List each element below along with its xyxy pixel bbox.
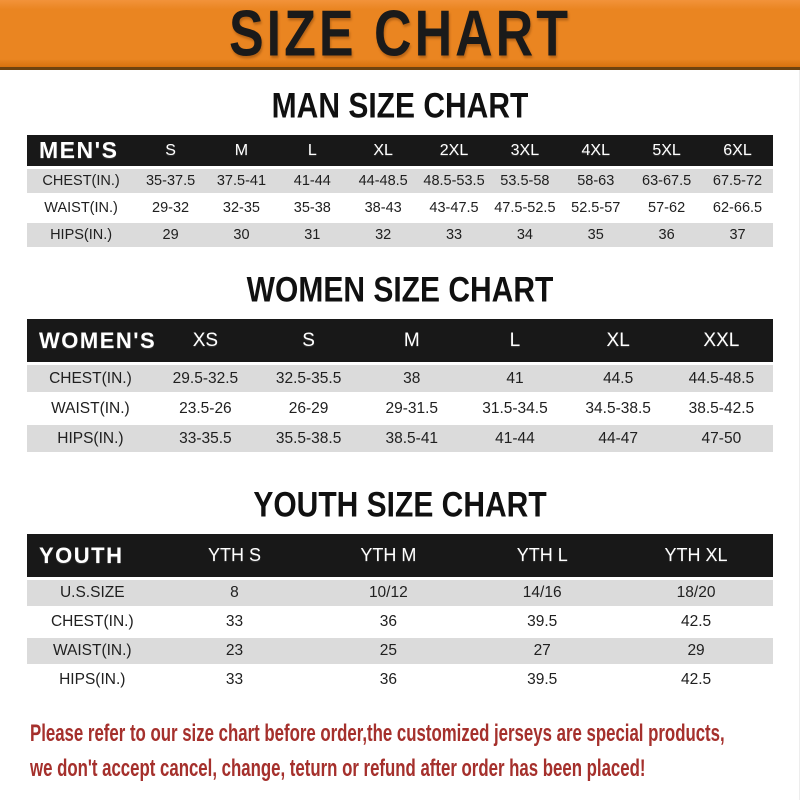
youth-value-cell: 18/20 (619, 580, 773, 606)
women-value-cell: 41 (463, 365, 566, 392)
youth-value-cell: 8 (158, 580, 312, 606)
women-size-table (0, 302, 800, 455)
youth-row-label-cell: WAIST(IN.) (27, 638, 158, 664)
men-size-header-cell: 4XL (560, 135, 631, 166)
men-value-cell: 33 (419, 223, 490, 247)
women-value-cell: 29-31.5 (360, 395, 463, 422)
banner (0, 0, 800, 70)
women-value-cell: 47-50 (670, 425, 773, 452)
youth-size-table (0, 517, 800, 696)
youth-value-cell: 39.5 (465, 609, 619, 635)
men-size-table (0, 118, 800, 250)
youth-header-row (27, 534, 773, 577)
men-section (0, 70, 800, 250)
men-value-cell: 52.5-57 (560, 196, 631, 220)
men-row-label-cell: HIPS(IN.) (27, 223, 135, 247)
men-size-header-cell: 6XL (702, 135, 773, 166)
men-value-cell: 29 (135, 223, 206, 247)
women-table-row (27, 395, 773, 422)
youth-section (0, 455, 800, 696)
youth-row-label-cell: HIPS(IN.) (27, 667, 158, 693)
youth-size-header-cell: YTH L (465, 534, 619, 577)
men-size-header-cell: 5XL (631, 135, 702, 166)
women-row-label-cell: HIPS(IN.) (27, 425, 154, 452)
men-value-cell: 57-62 (631, 196, 702, 220)
youth-table-row (27, 638, 773, 664)
men-value-cell: 34 (489, 223, 560, 247)
men-row-label-cell: CHEST(IN.) (27, 169, 135, 193)
women-header-row (27, 319, 773, 362)
youth-value-cell: 33 (158, 667, 312, 693)
men-value-cell: 31 (277, 223, 348, 247)
men-value-cell: 58-63 (560, 169, 631, 193)
youth-table-row (27, 609, 773, 635)
youth-table-row (27, 580, 773, 606)
youth-size-header-cell: YTH S (158, 534, 312, 577)
men-table-row (27, 223, 773, 247)
youth-table-row (27, 667, 773, 693)
men-size-header-cell: 2XL (419, 135, 490, 166)
women-value-cell: 44.5 (567, 365, 670, 392)
youth-row-label-cell: CHEST(IN.) (27, 609, 158, 635)
men-size-header-cell: S (135, 135, 206, 166)
youth-section-heading: YOUTH SIZE CHART (253, 485, 547, 525)
women-size-header-cell: S (257, 319, 360, 362)
men-header-row (27, 135, 773, 166)
women-size-header-cell: M (360, 319, 463, 362)
women-row-label-cell: WAIST(IN.) (27, 395, 154, 422)
page-title: SIZE CHART (229, 0, 571, 70)
men-value-cell: 35-37.5 (135, 169, 206, 193)
men-size-header-cell: 3XL (489, 135, 560, 166)
women-section-heading: WOMEN SIZE CHART (246, 270, 554, 310)
men-section-heading: MAN SIZE CHART (271, 86, 529, 126)
notice-line-1: Please refer to our size chart before order,the customized jerseys are special products, (30, 720, 725, 747)
youth-value-cell: 39.5 (465, 667, 619, 693)
women-value-cell: 23.5-26 (154, 395, 257, 422)
youth-value-cell: 27 (465, 638, 619, 664)
youth-value-cell: 23 (158, 638, 312, 664)
men-value-cell: 35 (560, 223, 631, 247)
men-value-cell: 67.5-72 (702, 169, 773, 193)
men-value-cell: 35-38 (277, 196, 348, 220)
women-value-cell: 29.5-32.5 (154, 365, 257, 392)
women-size-header-cell: XXL (670, 319, 773, 362)
men-value-cell: 32-35 (206, 196, 277, 220)
footer-notice (30, 718, 800, 788)
women-value-cell: 41-44 (463, 425, 566, 452)
youth-table-title-cell: YOUTH (27, 534, 158, 577)
men-value-cell: 29-32 (135, 196, 206, 220)
youth-value-cell: 14/16 (465, 580, 619, 606)
men-size-header-cell: M (206, 135, 277, 166)
men-table-row (27, 169, 773, 193)
men-value-cell: 43-47.5 (419, 196, 490, 220)
youth-size-header-cell: YTH M (311, 534, 465, 577)
women-table-grid (27, 316, 773, 455)
men-value-cell: 30 (206, 223, 277, 247)
women-table-row (27, 365, 773, 392)
women-value-cell: 44-47 (567, 425, 670, 452)
youth-value-cell: 42.5 (619, 667, 773, 693)
men-value-cell: 36 (631, 223, 702, 247)
women-value-cell: 34.5-38.5 (567, 395, 670, 422)
women-table-title-cell: WOMEN'S (27, 319, 154, 362)
youth-row-label-cell: U.S.SIZE (27, 580, 158, 606)
women-value-cell: 33-35.5 (154, 425, 257, 452)
men-value-cell: 53.5-58 (489, 169, 560, 193)
men-value-cell: 38-43 (348, 196, 419, 220)
women-value-cell: 38.5-41 (360, 425, 463, 452)
women-row-label-cell: CHEST(IN.) (27, 365, 154, 392)
women-size-header-cell: XS (154, 319, 257, 362)
men-value-cell: 62-66.5 (702, 196, 773, 220)
women-value-cell: 38.5-42.5 (670, 395, 773, 422)
men-value-cell: 32 (348, 223, 419, 247)
women-table-row (27, 425, 773, 452)
women-section (0, 250, 800, 455)
youth-value-cell: 36 (311, 667, 465, 693)
youth-value-cell: 29 (619, 638, 773, 664)
men-value-cell: 48.5-53.5 (419, 169, 490, 193)
notice-line-2: we don't accept cancel, change, teturn or refund after order has been placed! (30, 755, 646, 782)
men-table-grid (27, 132, 773, 250)
youth-value-cell: 42.5 (619, 609, 773, 635)
men-size-header-cell: XL (348, 135, 419, 166)
youth-size-header-cell: YTH XL (619, 534, 773, 577)
men-value-cell: 63-67.5 (631, 169, 702, 193)
women-value-cell: 44.5-48.5 (670, 365, 773, 392)
men-value-cell: 37 (702, 223, 773, 247)
men-value-cell: 47.5-52.5 (489, 196, 560, 220)
women-size-header-cell: XL (567, 319, 670, 362)
youth-value-cell: 33 (158, 609, 312, 635)
youth-table-grid (27, 531, 773, 696)
youth-value-cell: 36 (311, 609, 465, 635)
women-size-header-cell: L (463, 319, 566, 362)
men-row-label-cell: WAIST(IN.) (27, 196, 135, 220)
women-value-cell: 35.5-38.5 (257, 425, 360, 452)
women-value-cell: 38 (360, 365, 463, 392)
men-table-title-cell: MEN'S (27, 135, 135, 166)
men-value-cell: 37.5-41 (206, 169, 277, 193)
men-value-cell: 44-48.5 (348, 169, 419, 193)
youth-value-cell: 25 (311, 638, 465, 664)
women-value-cell: 32.5-35.5 (257, 365, 360, 392)
youth-value-cell: 10/12 (311, 580, 465, 606)
men-value-cell: 41-44 (277, 169, 348, 193)
women-value-cell: 26-29 (257, 395, 360, 422)
men-size-header-cell: L (277, 135, 348, 166)
men-table-row (27, 196, 773, 220)
women-value-cell: 31.5-34.5 (463, 395, 566, 422)
